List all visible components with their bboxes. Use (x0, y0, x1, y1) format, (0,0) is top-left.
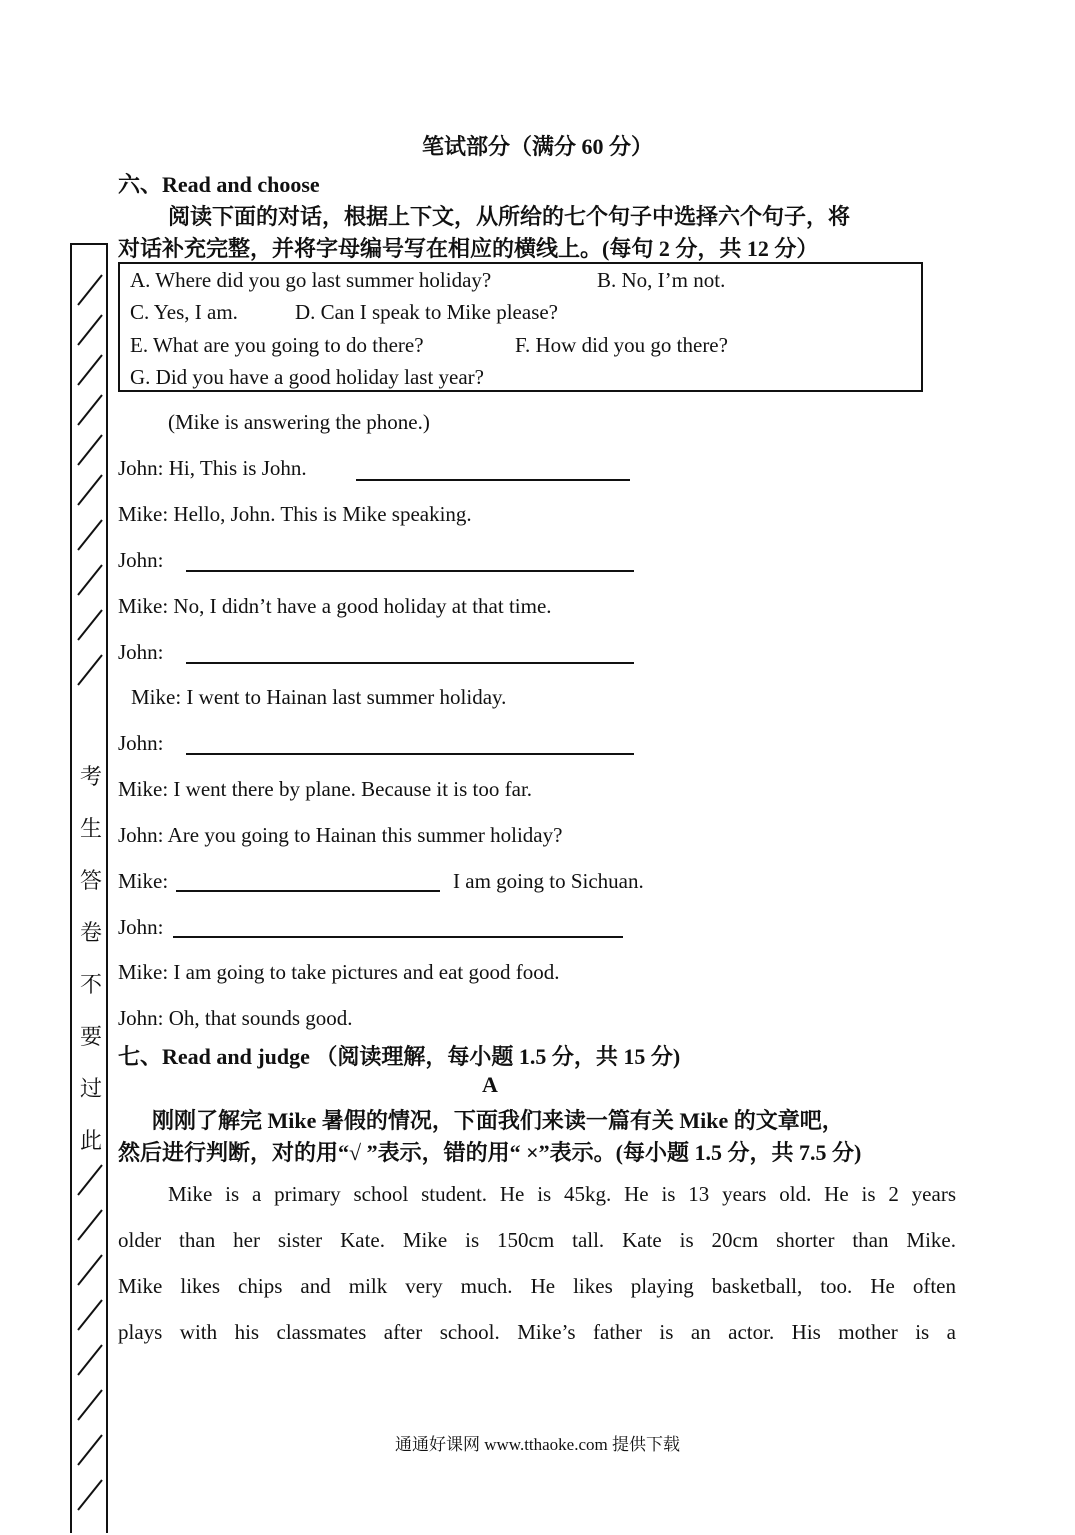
option-e: E. What are you going to do there? (130, 333, 424, 357)
binding-char: 要 (79, 1025, 102, 1050)
binding-char: 生 (79, 817, 102, 842)
dialogue-line: Mike: I went there by plane. Because it is too far. (118, 777, 533, 801)
dialogue-line: John: (118, 640, 164, 664)
answer-blank-1[interactable] (356, 479, 630, 481)
dialogue-line: Mike: (118, 869, 169, 893)
binding-char: 答 (79, 869, 102, 894)
answer-blank-3[interactable] (186, 662, 634, 664)
section6-heading: 六、Read and choose (118, 172, 320, 197)
section7-part-label: A (482, 1072, 498, 1097)
binding-char: 不 (79, 973, 102, 998)
dialogue-line: John: Hi, This is John. (118, 456, 307, 480)
option-f: F. How did you go there? (515, 333, 728, 357)
dialogue-line: John: (118, 915, 164, 939)
dialogue-line: John: (118, 548, 164, 572)
passage-line-4: plays with his classmates after school. Mike’s father is an actor. His mother is a (118, 1320, 956, 1344)
dialogue-line: Mike: No, I didn’t have a good holiday at that time. (118, 594, 552, 618)
binding-char: 此 (79, 1129, 102, 1154)
answer-blank-2[interactable] (186, 570, 634, 572)
binding-char: 过 (79, 1077, 102, 1102)
dialogue-line: John: Oh, that sounds good. (118, 1006, 353, 1030)
binding-char: 卷 (79, 921, 102, 946)
page-title: 笔试部分（满分 60 分） (421, 134, 653, 159)
answer-blank-6[interactable] (173, 936, 623, 938)
dialogue-line: Mike: I went to Hainan last summer holiday. (131, 685, 507, 709)
dialogue-line: Mike: Hello, John. This is Mike speaking. (118, 502, 472, 526)
passage-line-3: Mike likes chips and milk very much. He likes playing basketball, too. He often (118, 1274, 956, 1298)
footer-credit: 通通好课网 www.tthaoke.com 提供下载 (394, 1435, 681, 1454)
option-d: D. Can I speak to Mike please? (295, 300, 559, 324)
binding-char: 考 (79, 765, 102, 790)
dialogue-stage-direction: (Mike is answering the phone.) (168, 410, 430, 434)
section6-instruction-line1: 阅读下面的对话，根据上下文，从所给的七个句子中选择六个句子，将 (168, 204, 851, 229)
passage-line-2: older than her sister Kate. Mike is 150cm tall. Kate is 20cm shorter than Mike. (118, 1228, 956, 1252)
dialogue-line: Mike: I am going to take pictures and eat good food. (118, 960, 560, 984)
binding-margin (70, 243, 108, 1533)
passage-line-1: Mike is a primary school student. He is 45kg. He is 13 years old. He is 2 years (168, 1182, 956, 1206)
option-g: G. Did you have a good holiday last year? (130, 365, 484, 389)
section7-instruction-line1: 刚刚了解完 Mike 暑假的情况，下面我们来读一篇有关 Mike 的文章吧， (152, 1108, 844, 1133)
dialogue-line: I am going to Sichuan. (453, 869, 644, 893)
option-a: A. Where did you go last summer holiday? (130, 268, 492, 292)
dialogue-line: John: (118, 731, 164, 755)
answer-blank-5[interactable] (176, 890, 440, 892)
answer-blank-4[interactable] (186, 753, 634, 755)
option-c: C. Yes, I am. (130, 300, 238, 324)
section6-instruction-line2: 对话补充完整，并将字母编号写在相应的横线上。(每句 2 分，共 12 分） (118, 236, 819, 261)
dialogue-line: John: Are you going to Hainan this summer holiday? (118, 823, 563, 847)
option-b: B. No, I’m not. (597, 268, 726, 292)
section7-instruction-line2: 然后进行判断，对的用“√ ”表示，错的用“ ×”表示。(每小题 1.5 分，共 7.5 分) (118, 1140, 862, 1165)
section7-heading: 七、Read and judge （阅读理解，每小题 1.5 分，共 15 分) (118, 1044, 681, 1069)
